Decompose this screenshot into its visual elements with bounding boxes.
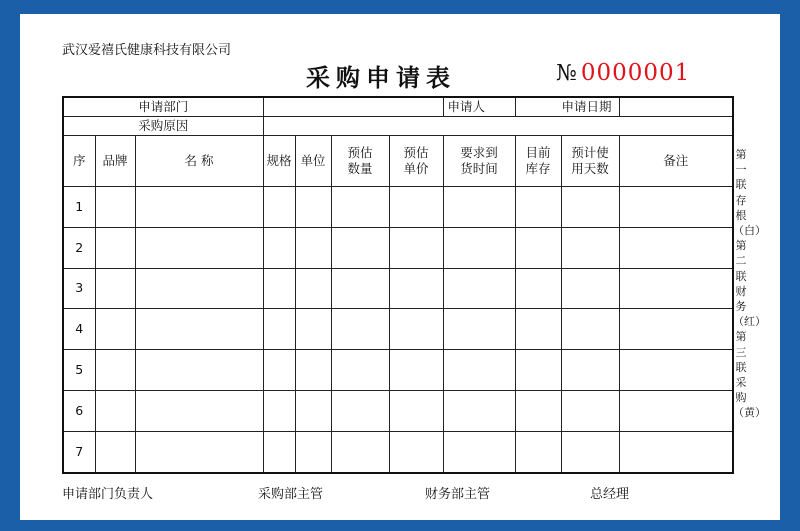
- table-cell[interactable]: [561, 431, 619, 472]
- row-number: 4: [63, 309, 95, 350]
- table-cell[interactable]: [135, 431, 263, 472]
- table-cell[interactable]: [295, 350, 331, 391]
- col-req-time-line2: 货时间: [460, 161, 498, 176]
- column-header-row: [63, 136, 733, 187]
- table-cell[interactable]: [295, 187, 331, 228]
- row-number: 5: [63, 350, 95, 391]
- table-row: [63, 431, 733, 472]
- footer-finance-head: 财务部主管: [425, 487, 491, 502]
- table-cell[interactable]: [263, 431, 295, 472]
- table-cell[interactable]: [561, 227, 619, 268]
- table-cell[interactable]: [389, 350, 443, 391]
- col-est-qty-line2: 数量: [347, 161, 373, 176]
- table-cell[interactable]: [295, 268, 331, 309]
- table-cell[interactable]: [331, 350, 389, 391]
- table-cell[interactable]: [619, 227, 733, 268]
- footer-general-manager: 总经理: [590, 487, 630, 502]
- table-cell[interactable]: [389, 431, 443, 472]
- table-cell[interactable]: [619, 268, 733, 309]
- table-row: [63, 268, 733, 309]
- table-row: [63, 390, 733, 431]
- table-cell[interactable]: [619, 187, 733, 228]
- table-cell[interactable]: [95, 431, 135, 472]
- table-cell[interactable]: [443, 187, 515, 228]
- table-cell[interactable]: [331, 431, 389, 472]
- col-stock-line2: 库存: [525, 161, 551, 176]
- serial-number: [556, 60, 690, 86]
- table-cell[interactable]: [443, 390, 515, 431]
- table-cell[interactable]: [295, 431, 331, 472]
- table-cell[interactable]: [515, 309, 561, 350]
- table-cell[interactable]: [515, 350, 561, 391]
- col-remark: 备注: [619, 136, 733, 187]
- table-cell[interactable]: [95, 227, 135, 268]
- table-row: [63, 187, 733, 228]
- table-cell[interactable]: [561, 187, 619, 228]
- table-cell[interactable]: [389, 390, 443, 431]
- reason-label: 采购原因: [63, 117, 263, 136]
- table-cell[interactable]: [619, 431, 733, 472]
- table-cell[interactable]: [515, 187, 561, 228]
- table-cell[interactable]: [95, 390, 135, 431]
- col-days: [561, 136, 619, 187]
- table-cell[interactable]: [95, 350, 135, 391]
- table-cell[interactable]: [515, 268, 561, 309]
- col-stock: [515, 136, 561, 187]
- row-number: 6: [63, 390, 95, 431]
- form-sheet: [20, 14, 780, 520]
- col-days-line2: 用天数: [571, 161, 609, 176]
- serial-value: 0000001: [580, 60, 691, 86]
- col-name: 名 称: [135, 136, 263, 187]
- table-cell[interactable]: [263, 350, 295, 391]
- table-cell[interactable]: [389, 227, 443, 268]
- table-cell[interactable]: [515, 390, 561, 431]
- col-est-price-line2: 单价: [403, 161, 429, 176]
- table-cell[interactable]: [295, 390, 331, 431]
- table-cell[interactable]: [443, 350, 515, 391]
- table-cell[interactable]: [263, 309, 295, 350]
- table-cell[interactable]: [263, 390, 295, 431]
- dept-value[interactable]: [263, 97, 443, 117]
- col-seq: 序: [63, 136, 95, 187]
- table-cell[interactable]: [135, 268, 263, 309]
- table-cell[interactable]: [443, 227, 515, 268]
- date-label: 申请日期: [561, 99, 612, 114]
- reason-value[interactable]: [263, 117, 733, 136]
- table-cell[interactable]: [331, 268, 389, 309]
- table-cell[interactable]: [389, 187, 443, 228]
- table-cell[interactable]: [331, 227, 389, 268]
- date-cell[interactable]: [561, 97, 733, 117]
- table-cell[interactable]: [619, 390, 733, 431]
- table-row: [63, 350, 733, 391]
- data-rows: [63, 187, 733, 473]
- table-cell[interactable]: [263, 268, 295, 309]
- table-cell[interactable]: [389, 268, 443, 309]
- table-cell[interactable]: [135, 187, 263, 228]
- table-cell[interactable]: [135, 350, 263, 391]
- copy-distribution-note: 第一联存根（白）第二联财务（红）第三联采购（黄）: [733, 148, 766, 420]
- table-cell[interactable]: [515, 431, 561, 472]
- company-name: 武汉爱禧氏健康科技有限公司: [62, 43, 232, 58]
- header-row-dept: [63, 97, 733, 117]
- table-cell[interactable]: [619, 350, 733, 391]
- col-spec: 规格: [263, 136, 295, 187]
- table-row: [63, 309, 733, 350]
- purchase-request-table: [62, 96, 734, 474]
- row-number: 1: [63, 187, 95, 228]
- table-cell[interactable]: [295, 309, 331, 350]
- table-cell[interactable]: [443, 268, 515, 309]
- form-title: 采购申请表: [306, 64, 456, 92]
- row-number: 2: [63, 227, 95, 268]
- serial-prefix: №: [556, 61, 577, 86]
- table-cell[interactable]: [135, 227, 263, 268]
- header-row-reason: [63, 117, 733, 136]
- table-cell[interactable]: [331, 390, 389, 431]
- col-est-qty: [331, 136, 389, 187]
- table-cell[interactable]: [95, 309, 135, 350]
- table-cell[interactable]: [389, 309, 443, 350]
- footer-purchase-head: 采购部主管: [258, 487, 324, 502]
- dept-label: 申请部门: [63, 97, 263, 117]
- table-cell[interactable]: [135, 309, 263, 350]
- table-cell[interactable]: [295, 227, 331, 268]
- col-brand: 品牌: [95, 136, 135, 187]
- col-req-time: [443, 136, 515, 187]
- table-cell[interactable]: [263, 227, 295, 268]
- table-cell[interactable]: [515, 227, 561, 268]
- table-cell[interactable]: [561, 309, 619, 350]
- footer-dept-head: 申请部门负责人: [62, 487, 154, 502]
- table-cell[interactable]: [561, 390, 619, 431]
- table-cell[interactable]: [619, 309, 733, 350]
- table-cell[interactable]: [561, 350, 619, 391]
- table-cell[interactable]: [443, 309, 515, 350]
- table-row: [63, 227, 733, 268]
- col-stock-line1: 目前: [525, 145, 551, 160]
- table-cell[interactable]: [443, 431, 515, 472]
- col-days-line1: 预计使: [571, 145, 609, 160]
- row-number: 3: [63, 268, 95, 309]
- table-cell[interactable]: [263, 187, 295, 228]
- applicant-label: 申请人: [443, 97, 515, 117]
- col-req-time-line1: 要求到: [460, 145, 498, 160]
- table-cell[interactable]: [135, 390, 263, 431]
- col-est-qty-line1: 预估: [347, 145, 373, 160]
- col-est-price: [389, 136, 443, 187]
- row-number: 7: [63, 431, 95, 472]
- table-cell[interactable]: [331, 309, 389, 350]
- col-est-price-line1: 预估: [403, 145, 429, 160]
- table-cell[interactable]: [561, 268, 619, 309]
- table-cell[interactable]: [95, 187, 135, 228]
- table-cell[interactable]: [331, 187, 389, 228]
- col-unit: 单位: [295, 136, 331, 187]
- table-cell[interactable]: [95, 268, 135, 309]
